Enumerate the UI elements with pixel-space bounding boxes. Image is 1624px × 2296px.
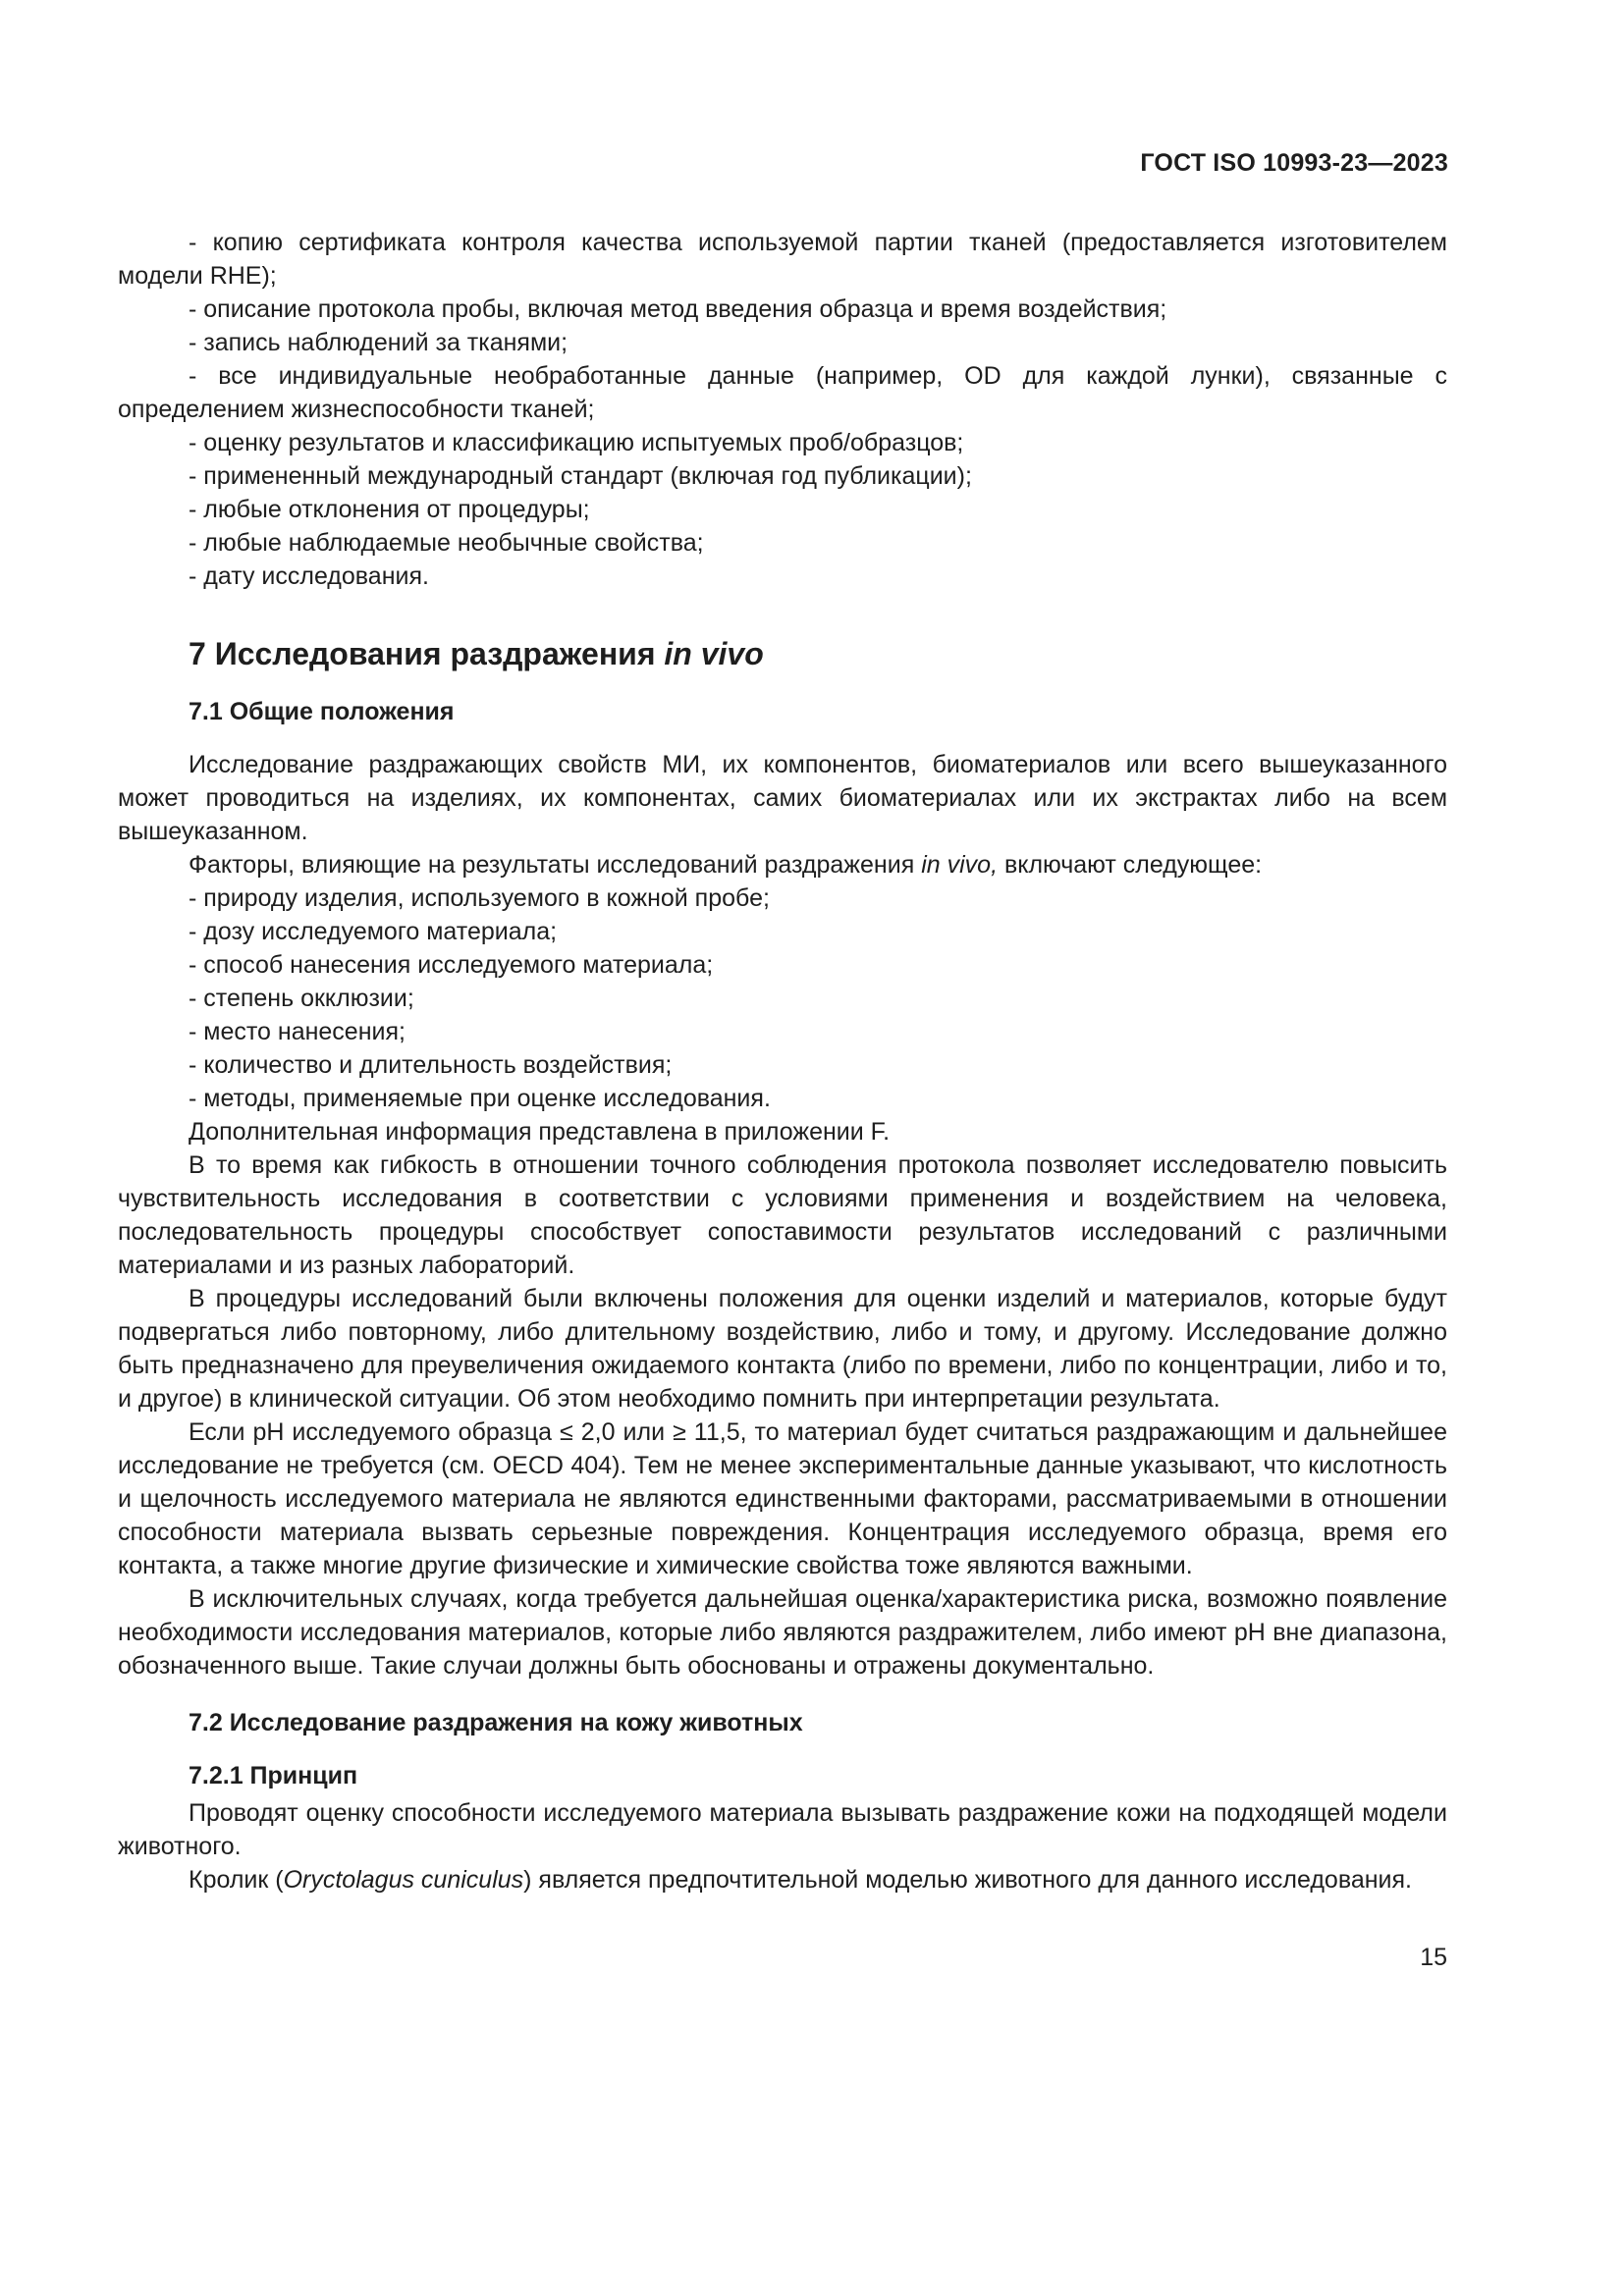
list-item: - любые наблюдаемые необычные свойства;: [189, 529, 704, 557]
document-code: ГОСТ ISO 10993-23—2023: [1140, 149, 1448, 177]
list-item: - описание протокола пробы, включая метод введения образца и время воздействия;: [189, 295, 1167, 323]
paragraph: В то время как гибкость в отношении точного соблюдения протокола позволяет исследователю повысить чувствительность исследования в соответствии с условиями применения и воздействием на человека, последовательность процедуры способствует сопоставимости результатов исследований с различными материалами и из разных лабораторий.: [118, 1151, 1447, 1279]
list-item: - запись наблюдений за тканями;: [189, 329, 568, 356]
paragraph: Если pH исследуемого образца ≤ 2,0 или ≥ 11,5, то материал будет считаться раздражающим и дальнейшее исследование не требуется (см. OECD 404). Тем не менее экспериментальные данные указывают, что кислотность и щелочность исследуемого материала не являются единственными факторами, рассматриваемыми в отношении способности материала вызвать серьезные повреждения. Концентрация исследуемого образца, время его контакта, а также многие другие физические и химические свойства тоже являются важными.: [118, 1418, 1447, 1579]
section-7-2-heading: 7.2 Исследование раздражения на кожу животных: [189, 1709, 803, 1736]
paragraph: [118, 1863, 1447, 1896]
paragraph: [118, 848, 1447, 881]
list-item: - любые отклонения от процедуры;: [189, 496, 590, 523]
list-item: - оценку результатов и классификацию испытуемых проб/образцов;: [189, 429, 964, 456]
paragraph: В процедуры исследований были включены положения для оценки изделий и материалов, которые будут подвергаться либо повторному, либо длительному воздействию, либо и тому, и другому. Исследование должно быть предназначено для преувеличения ожидаемого контакта (либо по времени, либо по концентрации, либо и то, и другое) в клинической ситуации. Об этом необходимо помнить при интерпретации результата.: [118, 1285, 1447, 1413]
page-number: 15: [1420, 1944, 1447, 1971]
paragraph-text: Факторы, влияющие на результаты исследований раздражения: [189, 851, 922, 879]
paragraph: Дополнительная информация представлена в приложении F.: [189, 1118, 891, 1146]
section-7-title: 7 Исследования раздражения: [189, 636, 665, 671]
species-name: Oryctolagus cuniculus: [283, 1866, 524, 1894]
factor-item: - место нанесения;: [189, 1018, 406, 1045]
paragraph: Проводят оценку способности исследуемого материала вызывать раздражение кожи на подходящей модели животного.: [118, 1799, 1447, 1860]
section-7-1-heading: 7.1 Общие положения: [189, 698, 455, 725]
factor-item: - природу изделия, используемого в кожной пробе;: [189, 884, 770, 912]
factor-item: - методы, применяемые при оценке исследования.: [189, 1085, 771, 1112]
paragraph-text: Кролик (: [189, 1866, 284, 1894]
list-item: - все индивидуальные необработанные данные (например, OD для каждой лунки), связанные с определением жизнеспособности тканей;: [118, 362, 1447, 423]
paragraph: В исключительных случаях, когда требуется дальнейшая оценка/характеристика риска, возможно появление необходимости исследования материалов, которые либо являются раздражителем, либо имеют pH вне диапазона, обозначенного выше. Такие случаи должны быть обоснованы и отражены документально.: [118, 1585, 1447, 1680]
paragraph-italic: in vivo,: [921, 851, 999, 879]
factor-item: - дозу исследуемого материала;: [189, 918, 558, 945]
list-item: - дату исследования.: [189, 562, 429, 590]
page-content: [118, 226, 1447, 1896]
section-7-title-italic: in vivo: [664, 636, 764, 671]
factor-item: - степень окклюзии;: [189, 985, 414, 1012]
factor-item: - количество и длительность воздействия;: [189, 1051, 673, 1079]
list-item: - копию сертификата контроля качества используемой партии тканей (предоставляется изготовителем модели RHE);: [118, 229, 1447, 290]
section-7-2-1-heading: 7.2.1 Принцип: [189, 1762, 358, 1789]
factor-item: - способ нанесения исследуемого материала;: [189, 951, 714, 979]
paragraph-text: включают следующее:: [998, 851, 1263, 879]
paragraph-text: ) является предпочтительной моделью животного для данного исследования.: [523, 1866, 1412, 1894]
paragraph: Исследование раздражающих свойств МИ, их компонентов, биоматериалов или всего вышеуказанного может проводиться на изделиях, их компонентах, самих биоматериалах или их экстрактах либо на всем вышеуказанном.: [118, 751, 1447, 845]
list-item: - примененный международный стандарт (включая год публикации);: [189, 462, 972, 490]
section-7-heading: [118, 632, 1447, 675]
